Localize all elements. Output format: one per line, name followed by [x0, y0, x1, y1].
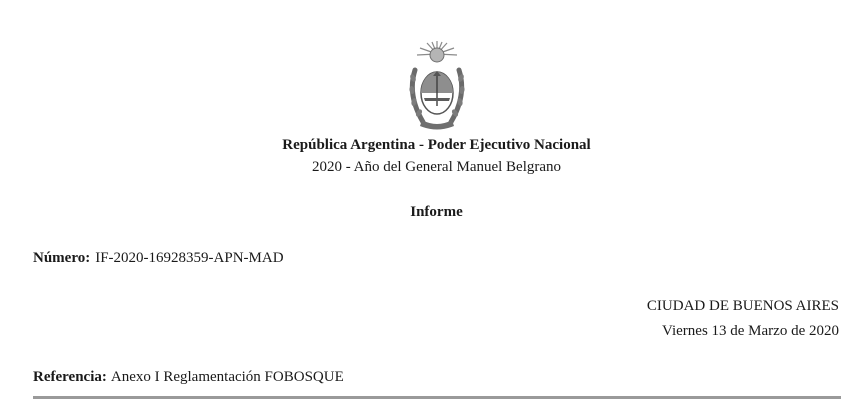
header-subtitle: 2020 - Año del General Manuel Belgrano [311, 159, 562, 175]
document-city: CIUDAD DE BUENOS AIRES [646, 298, 839, 314]
document-number-label: Número: [33, 250, 91, 266]
divider [33, 396, 841, 399]
header-title: República Argentina - Poder Ejecutivo Nacional [282, 137, 591, 153]
document-reference-label: Referencia: [33, 369, 107, 385]
document-type: Informe [410, 204, 463, 220]
argentina-coat-of-arms-icon [405, 40, 469, 134]
document-number-value: IF-2020-16928359-APN-MAD [95, 250, 284, 266]
document-reference [33, 368, 344, 386]
document-date: Viernes 13 de Marzo de 2020 [662, 323, 839, 339]
document-reference-value: Anexo I Reglamentación FOBOSQUE [110, 369, 344, 385]
document-number [33, 249, 284, 267]
